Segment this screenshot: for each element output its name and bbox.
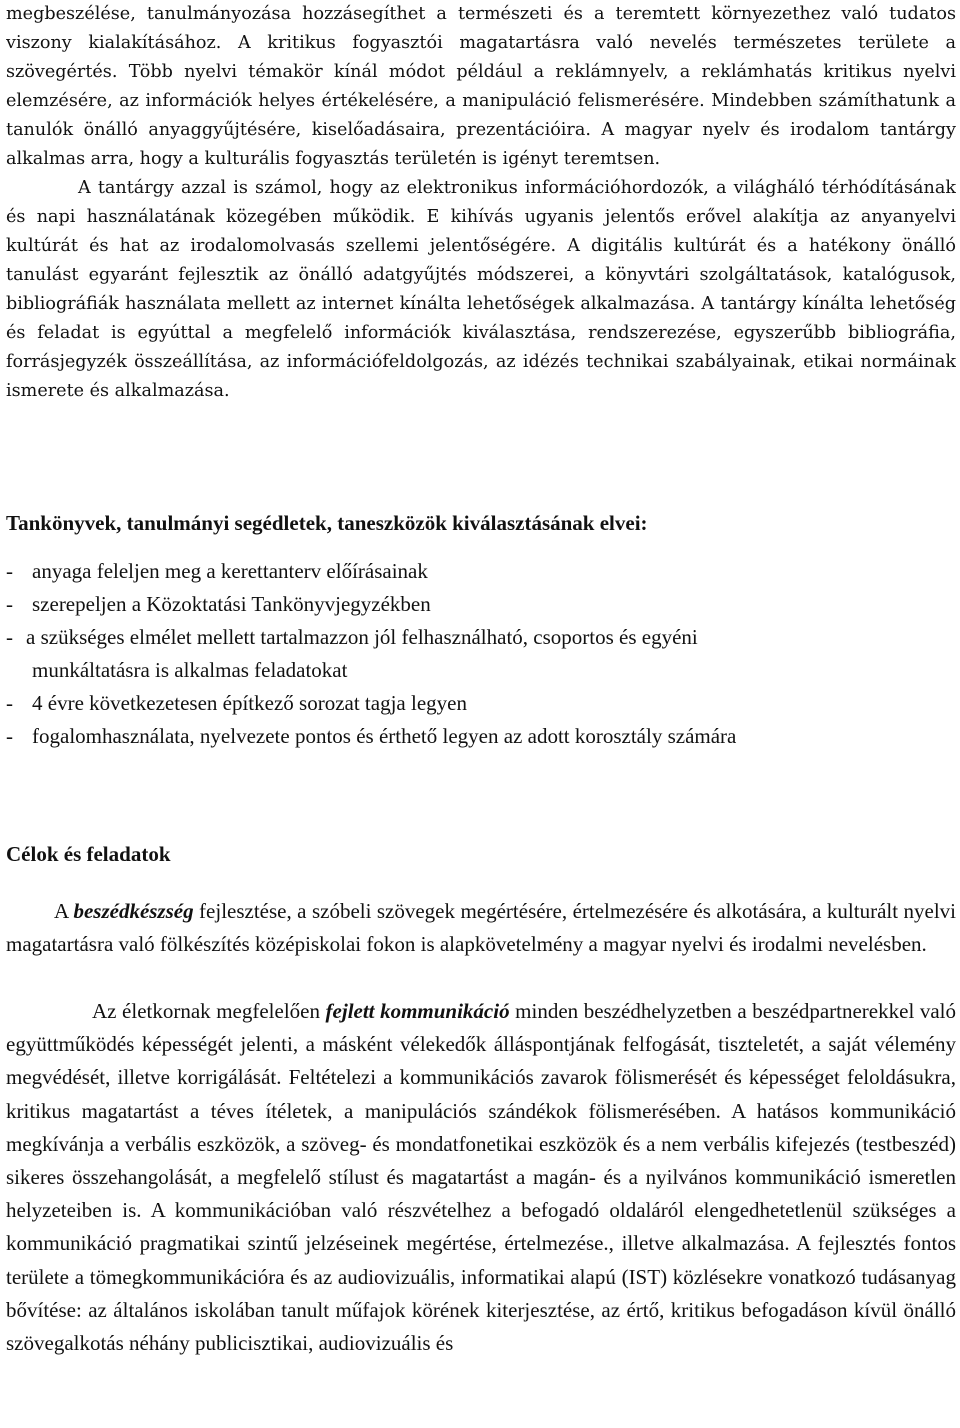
- list-item-continuation: munkáltatásra is alkalmas feladatokat: [32, 658, 348, 682]
- list-item: - a szükséges elmélet mellett tartalmazzon jól felhasználható, csoportos és egyéni: [6, 625, 698, 649]
- textbooks-heading: Tankönyvek, tanulmányi segédletek, taneszközök kiválasztásának elvei:: [6, 511, 648, 535]
- emphasis-beszedkeszseg: beszédkészség: [73, 899, 194, 923]
- goals-paragraph-1: A beszédkészség fejlesztése, a szóbeli szövegek megértésére, értelmezésére és alkotására, a kulturált nyelvi magatartásra való fölkészítés középiskolai fokon is alapkövetelmény a magyar nyelvi és irodalmi nevelésben.: [6, 899, 956, 957]
- document-page: [6, 0, 956, 1428]
- goals-heading: Célok és feladatok: [6, 842, 171, 866]
- emphasis-fejlett-kommunikacio: fejlett kommunikáció: [325, 999, 510, 1023]
- list-item: - anyaga feleljen meg a kerettanterv előírásainak: [6, 559, 428, 583]
- list-item: - szerepeljen a Közoktatási Tankönyvjegyzékben: [6, 592, 431, 616]
- intro-paragraph-2-text: A tantárgy azzal is számol, hogy az elektronikus információhordozók, a világháló térhódításának és napi használatának közegében működik. E kihívás ugyanis jelentős erővel alakítja az anyanyelvi kultúrát és hat az irodalomolvasás szellemi jelentőségére. A digitális kultúrát és a hatékony önálló tanulást egyaránt fejlesztik az önálló adatgyűjtés módszerei, a könyvtári szolgáltatások, katalógusok, bibliográfiák használata mellett az internet kínálta lehetőségek alkalmazása. A tantárgy kínálta lehetőség és feladat is egyúttal a megfelelő információk kiválasztása, rendszerezése, egyszerűbb bibliográfia, forrásjegyzék összeállítása, az információfeldolgozás, az idézés technikai szabályainak, etikai normáinak ismerete és alkalmazása.: [6, 178, 956, 401]
- list-item: - 4 évre következetesen építkező sorozat tagja legyen: [6, 691, 467, 715]
- textbooks-criteria-list: [6, 555, 956, 753]
- intro-paragraph-2: [6, 174, 956, 406]
- goals-paragraph-2: Az életkornak megfelelően fejlett kommunikáció minden beszédhelyzetben a beszédpartnerekkel való együttműködés képességét jelenti, a másként vélekedők álláspontjának felfogását, tiszteletét, a saját vélemény megvédését, illetve korrigálását. Feltételezi a kommunikációs zavarok fölismerését és képességet feloldásukra, kritikus magatartást a téves ítéletek, a manipulációs szándékok fölismerésében. A hatásos kommunikáció megkívánja a verbális eszközök, a szöveg- és mondatfonetikai eszközök és a nem verbális kifejezés (testbeszéd) sikeres összehangolását, a megfelelő stílust és magatartást a magán- és a nyilvános kommunikáció ismeretlen helyzeteiben is. A kommunikációban való részvételhez a befogadó oldaláról elengedhetetlenül szükséges a kommunikáció pragmatikai szintű jelzéseinek megértése, értelmezése., illetve alkalmazása. A fejlesztés fontos területe a tömegkommunikációra és az audiovizuális, informatikai alapú (IST) közlésekre vonatkozó tudásanyag bővítése: az általános iskolában tanult műfajok körének kiterjesztése, az értő, kritikus befogadáson kívül önálló szövegalkotás néhány publicisztikai, audiovizuális és: [6, 999, 956, 1356]
- intro-paragraph-1: megbeszélése, tanulmányozása hozzásegíthet a természeti és a teremtett környezethez való tudatos viszony kialakításához. A kritikus fogyasztói magatartásra való nevelés természetes területe a szövegértés. Több nyelvi témakör kínál módot például a reklámnyelv, a reklámhatás kritikus nyelvi elemzésére, az információk helyes értékelésére, a manipuláció felismerésére. Mindebben számíthatunk a tanulók önálló anyaggyűjtésére, kiselőadásaira, prezentációira. A magyar nyelv és irodalom tantárgy alkalmas arra, hogy a kulturális fogyasztás területén is igényt teremtsen.: [6, 4, 956, 169]
- list-item: - fogalomhasználata, nyelvezete pontos és érthető legyen az adott korosztály számára: [6, 724, 737, 748]
